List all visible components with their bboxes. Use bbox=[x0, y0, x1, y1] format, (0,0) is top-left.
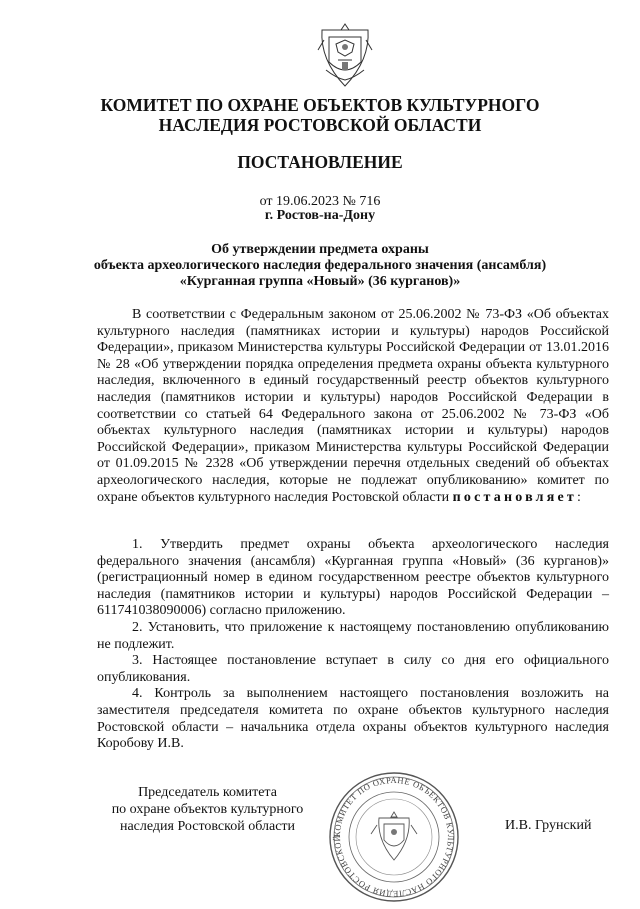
title-line2: объекта археологического наследия федерального значения (ансамбля) bbox=[93, 258, 547, 273]
signatory-position bbox=[100, 784, 315, 835]
signatory-position-line1: Председатель комитета bbox=[138, 785, 277, 800]
coat-of-arms-icon bbox=[316, 20, 374, 90]
resolution-item-3: 3. Настоящее постановление вступает в силу со дня его официального опубликования. bbox=[97, 653, 609, 685]
seal-outer-text: КОМИТЕТ ПО ОХРАНЕ ОБЪЕКТОВ КУЛЬТУРНОГО НАСЛЕДИЯ РОСТОВСКОЙ bbox=[331, 774, 457, 900]
preamble-paragraph bbox=[97, 307, 609, 506]
organization-name-line1: КОМИТЕТ ПО ОХРАНЕ ОБЪЕКТОВ КУЛЬТУРНОГО bbox=[100, 95, 540, 115]
signatory-name: И.В. Грунский bbox=[505, 818, 592, 833]
resolution-items bbox=[97, 537, 609, 753]
title-line3: «Курганная группа «Новый» (36 курганов)» bbox=[179, 274, 461, 289]
preamble-text: В соответствии с Федеральным законом от 25.06.2002 № 73-ФЗ «Об объектах культурного наследия (памятниках истории и культуры) народов Российской Федерации», приказом Министерства культуры Российской Федерации от 13.01.2016 № 28 «Об утверждении порядка определения предмета охраны объекта культурного наследия, включенного в единый государственный реестр объектов культурного наследия (памятников истории и культуры) народов Российской Федерации в соответствии со статьей 64 Федерального закона от 25.06.2002 № 73-ФЗ «Об объектах культурного наследия (памятниках истории и культуры) народов Российской Федерации», приказом Министерства культуры Российской Федерации от 01.09.2015 № 2328 «Об утверждении перечня отдельных сведений об объектах археологического наследия, которые не подлежат опубликованию» комитет по охране объектов культурного наследия Ростовской области bbox=[97, 307, 609, 505]
preamble-colon: : bbox=[577, 489, 581, 505]
date-number: от 19.06.2023 № 716 bbox=[259, 194, 381, 209]
official-seal-icon bbox=[327, 770, 461, 904]
decree-word: постановляет bbox=[452, 489, 577, 505]
resolution-item-2: 2. Установить, что приложение к настоящему постановлению опубликованию не подлежит. bbox=[97, 619, 609, 652]
signatory-position-line3: наследия Ростовской области bbox=[119, 819, 296, 834]
resolution-item-1: 1. Утвердить предмет охраны объекта археологического наследия федерального значения (ансамбля) «Курганная группа «Новый» (36 курганов)» (регистрационный номер в едином государственном реестре объектов культурного наследия (памятников истории и культуры) народов Российской Федерации – 611741038090006) согласно приложению. bbox=[97, 537, 609, 619]
organization-name-line2: НАСЛЕДИЯ РОСТОВСКОЙ ОБЛАСТИ bbox=[158, 115, 482, 135]
resolution-item-4: 4. Контроль за выполнением настоящего постановления возложить на заместителя председателя комитета по охране объектов культурного наследия Ростовской области – начальника отдела охраны объектов культурного наследия Коробову И.В. bbox=[97, 686, 609, 752]
signatory-position-line2: по охране объектов культурного bbox=[111, 802, 304, 817]
title-line1: Об утверждении предмета охраны bbox=[211, 242, 429, 257]
document-type: ПОСТАНОВЛЕНИЕ bbox=[237, 152, 403, 172]
city: г. Ростов-на-Дону bbox=[264, 208, 376, 223]
